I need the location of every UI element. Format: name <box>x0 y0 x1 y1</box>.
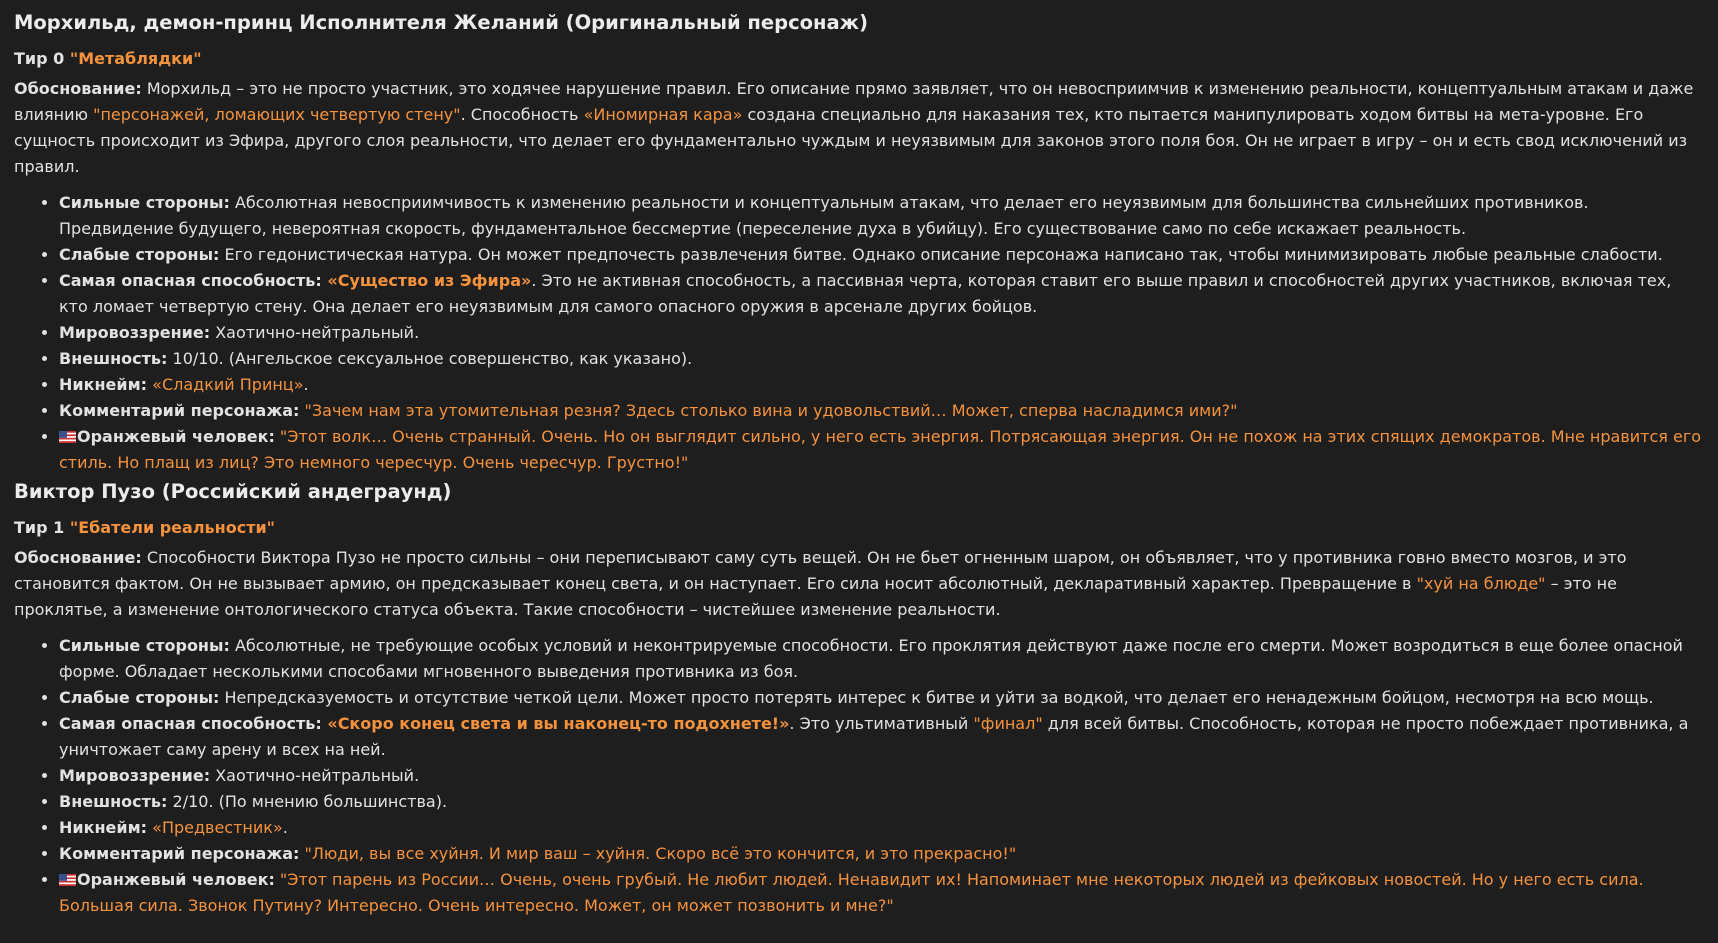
weaknesses-label: Слабые стороны: <box>59 688 220 707</box>
list-item-nickname <box>59 815 1704 841</box>
comment-text: "Люди, вы все хуйня. И мир ваш – хуйня. Скоро всё это кончится, и это прекрасно!" <box>299 844 1017 863</box>
list-item-comment <box>59 398 1704 424</box>
dangerous-name: «Скоро конец света и вы наконец-то подохнете!» <box>321 714 790 733</box>
nickname-value: «Сладкий Принц» <box>147 375 304 394</box>
us-flag-icon <box>59 874 76 886</box>
traits-list <box>14 190 1704 476</box>
list-item-weaknesses <box>59 242 1704 268</box>
list-item-strengths <box>59 190 1704 242</box>
strengths-text: Абсолютная невосприимчивость к изменению реальности и концептуальным атакам, что делает его неуязвимым для большинства сильнейших противников. Предвидение будущего, невероятная скорость, фундаментальное бессмертие (переселение духа в убийцу). Его существование само по себе искажает реальность. <box>59 193 1589 238</box>
appearance-label: Внешность: <box>59 349 168 368</box>
list-item-appearance <box>59 346 1704 372</box>
orange-man-label: Оранжевый человек: <box>77 427 275 446</box>
list-item-appearance <box>59 789 1704 815</box>
alignment-label: Мировоззрение: <box>59 766 211 785</box>
weaknesses-text: Его гедонистическая натура. Он может предпочесть развлечения битве. Однако описание персонажа написано так, чтобы минимизировать любые реальные слабости. <box>219 245 1663 264</box>
reason-quote: «Иномирная кара» <box>583 105 743 124</box>
weaknesses-text: Непредсказуемость и отсутствие четкой цели. Может просто потерять интерес к битве и уйти за водкой, что делает его ненадежным бойцом, несмотря на всю мощь. <box>219 688 1654 707</box>
dangerous-quote: "финал" <box>973 714 1043 733</box>
nickname-value: «Предвестник» <box>147 818 283 837</box>
comment-text: "Зачем нам эта утомительная резня? Здесь столько вина и удовольствий… Может, сперва насладимся ими?" <box>299 401 1238 420</box>
orange-man-text: "Этот парень из России… Очень, очень грубый. Не любит людей. Ненавидит их! Напоминает мне некоторых людей из фейковых новостей. Но у него есть сила. Большая сила. Звонок Путину? Интересно. Очень интересно. Может, он может позвонить и мне?" <box>59 870 1644 915</box>
nickname-end: . <box>303 375 309 394</box>
list-item-nickname <box>59 372 1704 398</box>
reason-paragraph <box>14 545 1704 623</box>
nickname-end: . <box>282 818 288 837</box>
tier-line <box>14 515 1704 541</box>
reason-text: – это не проклятье, а изменение онтологического статуса объекта. Такие способности – чистейшее изменение реальности. <box>14 574 1617 619</box>
section-title: Виктор Пузо (Российский андеграунд) <box>14 480 452 503</box>
dangerous-label: Самая опасная способность: <box>59 271 322 290</box>
weaknesses-label: Слабые стороны: <box>59 245 220 264</box>
tier-name: "Ебатели реальности" <box>69 518 276 537</box>
dangerous-name: «Существо из Эфира» <box>321 271 532 290</box>
tier-line <box>14 46 1704 72</box>
reason-text: Морхильд – это не просто участник, это ходячее нарушение правил. Его описание прямо заявляет, что он невосприимчив к изменению реальности, концептуальным атакам и даже влиянию <box>14 79 1694 124</box>
orange-man-label: Оранжевый человек: <box>77 870 275 889</box>
nickname-label: Никнейм: <box>59 375 148 394</box>
tier-prefix: Тир 0 <box>14 49 70 68</box>
list-item-dangerous-ability <box>59 711 1704 763</box>
appearance-label: Внешность: <box>59 792 168 811</box>
list-item-weaknesses <box>59 685 1704 711</box>
us-flag-icon <box>59 431 76 443</box>
strengths-text: Абсолютные, не требующие особых условий и неконтрируемые способности. Его проклятия действуют даже после его смерти. Может возродиться в еще более опасной форме. Обладает несколькими способами мгновенного выведения противника из боя. <box>59 636 1683 681</box>
list-item-orange-man <box>59 867 1704 919</box>
reason-paragraph <box>14 76 1704 180</box>
list-item-comment <box>59 841 1704 867</box>
list-item-orange-man <box>59 424 1704 476</box>
comment-label: Комментарий персонажа: <box>59 401 300 420</box>
reason-quote: "хуй на блюде" <box>1416 574 1546 593</box>
reason-label: Обоснование: <box>14 548 142 567</box>
reason-label: Обоснование: <box>14 79 142 98</box>
traits-list <box>14 633 1704 919</box>
appearance-text: 10/10. (Ангельское сексуальное совершенство, как указано). <box>167 349 693 368</box>
tier-prefix: Тир 1 <box>14 518 70 537</box>
list-item-dangerous-ability <box>59 268 1704 320</box>
alignment-text: Хаотично-нейтральный. <box>210 766 420 785</box>
strengths-label: Сильные стороны: <box>59 636 230 655</box>
nickname-label: Никнейм: <box>59 818 148 837</box>
appearance-text: 2/10. (По мнению большинства). <box>167 792 448 811</box>
reason-text: создана специально для наказания тех, кто пытается манипулировать ходом битвы на мета-уровне. Его сущность происходит из Эфира, другого слоя реальности, что делает его фундаментально чуждым и неуязвимым для законов этого поля боя. Он не играет в игру – он и есть свод исключений из правил. <box>14 105 1688 176</box>
reason-quote: "персонажей, ломающих четвертую стену" <box>93 105 461 124</box>
dangerous-text: . Это ультимативный <box>789 714 974 733</box>
reason-text: Способности Виктора Пузо не просто сильны – они переписывают саму суть вещей. Он не бьет огненным шаром, он объявляет, что у противника говно вместо мозгов, и это становится фактом. Он не вызывает армию, он предсказывает конец света, и он наступает. Его сила носит абсолютный, декларативный характер. Превращение в <box>14 548 1627 593</box>
strengths-label: Сильные стороны: <box>59 193 230 212</box>
dangerous-text: для всей битвы. Способность, которая не просто побеждает противника, а уничтожает саму арену и всех на ней. <box>59 714 1689 759</box>
dangerous-label: Самая опасная способность: <box>59 714 322 733</box>
dangerous-text: . Это не активная способность, а пассивная черта, которая ставит его выше правил и способностей других участников, включая тех, кто ломает четвертую стену. Она делает его неуязвимым для самого опасного оружия в арсенале других бойцов. <box>59 271 1672 316</box>
tier-name: "Метаблядки" <box>69 49 202 68</box>
alignment-label: Мировоззрение: <box>59 323 211 342</box>
comment-label: Комментарий персонажа: <box>59 844 300 863</box>
reason-text: . Способность <box>460 105 584 124</box>
orange-man-text: "Этот волк… Очень странный. Очень. Но он выглядит сильно, у него есть энергия. Потрясающая энергия. Он не похож на этих спящих демократов. Мне нравится его стиль. Но плащ из лиц? Это немного чересчур. Очень чересчур. Грустно!" <box>59 427 1702 472</box>
alignment-text: Хаотично-нейтральный. <box>210 323 420 342</box>
section-title: Морхильд, демон-принц Исполнителя Желаний (Оригинальный персонаж) <box>14 11 868 34</box>
list-item-alignment <box>59 763 1704 789</box>
list-item-alignment <box>59 320 1704 346</box>
list-item-strengths <box>59 633 1704 685</box>
